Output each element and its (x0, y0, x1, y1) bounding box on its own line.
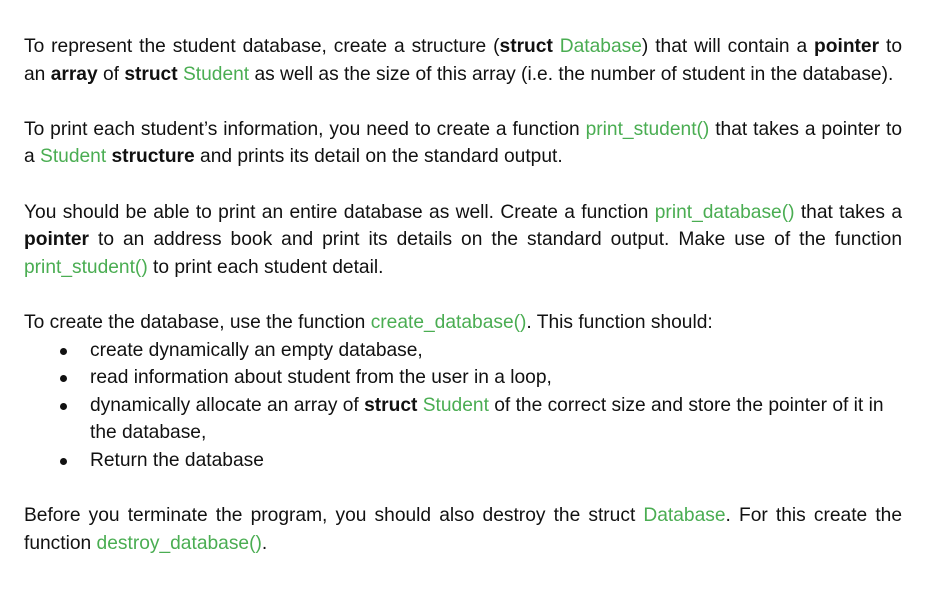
bullet-icon (60, 458, 67, 465)
function-print-student: print_student() (24, 256, 148, 278)
paragraph-database-struct: To represent the student database, create a structure (struct Database) that will contain a pointer to an array of struct Student as well as the size of this array (i.e. the number of student in the database). (24, 36, 902, 85)
paragraph-create-database: To create the database, use the function create_database(). This function should: (24, 311, 713, 333)
function-print-database: print_database() (654, 201, 795, 223)
keyword-struct: struct (499, 36, 553, 57)
bullet-icon (60, 348, 67, 355)
paragraph-print-database: You should be able to print an entire database as well. Create a function print_database() that takes a pointer to an address book and print its details on the standard output. Make use of the function print_student() to print each student detail. (24, 201, 902, 278)
identifier-student: Student (422, 394, 489, 416)
list-item: dynamically allocate an array of struct Student of the correct size and store the pointer of it in the database, (24, 392, 902, 447)
function-destroy-database: destroy_database() (96, 532, 262, 554)
create-database-steps (24, 337, 902, 475)
identifier-student: Student (40, 146, 107, 168)
list-item: read information about student from the user in a loop, (24, 364, 902, 392)
list-item: Return the database (24, 447, 902, 475)
list-item: create dynamically an empty database, (24, 337, 902, 365)
bullet-icon (60, 403, 67, 410)
function-print-student: print_student() (585, 118, 710, 140)
paragraph-print-student: To print each student’s information, you need to create a function print_student() that takes a pointer to a Student structure and prints its detail on the standard output. (24, 118, 903, 168)
keyword-structure: structure (111, 146, 195, 168)
keyword-pointer: pointer (24, 229, 90, 251)
function-create-database: create_database() (370, 311, 527, 333)
keyword-struct: struct (124, 63, 178, 85)
keyword-pointer: pointer (814, 36, 880, 57)
text: To represent the student database, create a structure ( (24, 36, 500, 57)
identifier-student: Student (182, 63, 250, 85)
bullet-icon (60, 375, 67, 382)
paragraph-destroy-database: Before you terminate the program, you should also destroy the struct Database. For this create the function destroy_database(). (24, 505, 902, 554)
keyword-array: array (50, 63, 98, 85)
identifier-database: Database (559, 36, 642, 57)
identifier-database: Database (643, 505, 726, 527)
keyword-struct: struct (364, 394, 418, 416)
